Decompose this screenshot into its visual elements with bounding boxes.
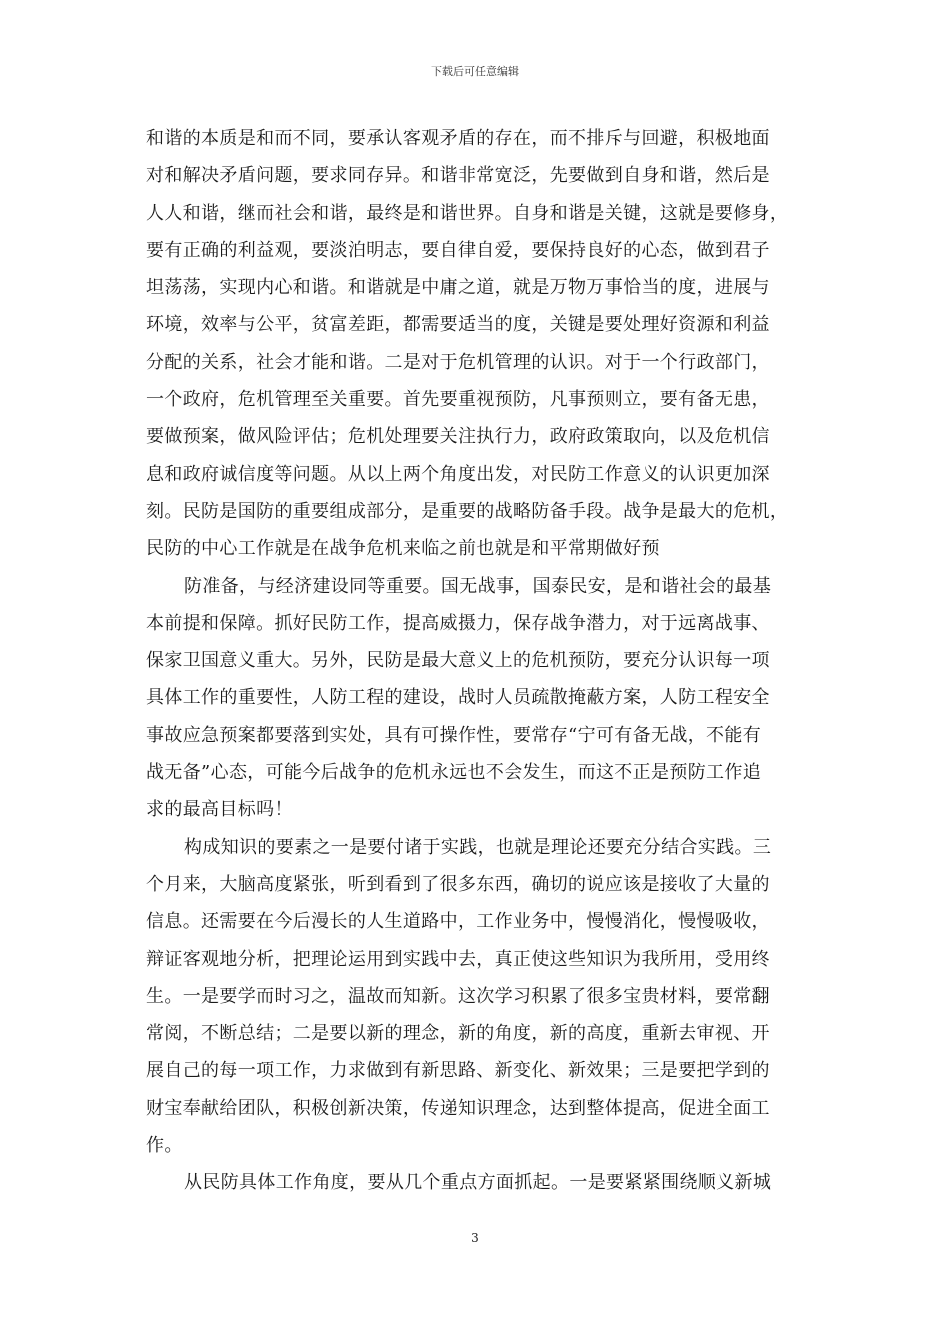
page-number: 3 xyxy=(471,1231,479,1245)
text-line: 息和政府诚信度等问题。从以上两个角度出发，对民防工作意义的认识更加深 xyxy=(146,463,770,485)
text-line: 民防的中心工作就是在战争危机来临之前也就是和平常期做好预 xyxy=(146,538,660,560)
text-line: 事故应急预案都要落到实处，具有可操作性，要常存“宁可有备无战，不能有 xyxy=(146,724,762,746)
text-line: 要做预案，做风险评估；危机处理要关注执行力，政府政策取向，以及危机信 xyxy=(146,426,770,448)
text-line: 一个政府，危机管理至关重要。首先要重视预防，凡事预则立，要有备无患， xyxy=(146,389,770,411)
text-line: 常阅，不断总结；二是要以新的理念，新的角度，新的高度，重新去审视、开 xyxy=(146,1023,770,1045)
text-line: 坦荡荡，实现内心和谐。和谐就是中庸之道，就是万物万事恰当的度，进展与 xyxy=(146,277,770,299)
text-line: 财宝奉献给团队，积极创新决策，传递知识理念，达到整体提高，促进全面工 xyxy=(146,1097,770,1119)
text-line: 对和解决矛盾问题，要求同存异。和谐非常宽泛，先要做到自身和谐，然后是 xyxy=(146,165,770,187)
text-line: 作。 xyxy=(146,1135,183,1157)
text-line: 具体工作的重要性，人防工程的建设，战时人员疏散掩蔽方案，人防工程安全 xyxy=(146,687,770,709)
text-line: 环境，效率与公平，贫富差距，都需要适当的度，关键是要处理好资源和利益 xyxy=(146,314,770,336)
paragraph-first-line: 从民防具体工作角度，要从几个重点方面抓起。一是要紧紧围绕顺义新城 xyxy=(184,1172,772,1194)
text-line: 辩证客观地分析，把理论运用到实践中去，真正使这些知识为我所用，受用终 xyxy=(146,948,770,970)
page-header: 下载后可任意编辑 xyxy=(431,65,519,78)
text-line: 刻。民防是国防的重要组成部分，是重要的战略防备手段。战争是最大的危机， xyxy=(146,500,789,522)
text-line: 分配的关系，社会才能和谐。二是对于危机管理的认识。对于一个行政部门， xyxy=(146,351,770,373)
document-body xyxy=(146,120,807,1202)
text-line: 人人和谐，继而社会和谐，最终是和谐世界。自身和谐是关键，这就是要修身， xyxy=(146,202,789,224)
text-line: 要有正确的利益观，要淡泊明志，要自律自爱，要保持良好的心态，做到君子 xyxy=(146,239,770,261)
text-line: 展自己的每一项工作，力求做到有新思路、新变化、新效果；三是要把学到的 xyxy=(146,1060,770,1082)
text-line: 本前提和保障。抓好民防工作，提高威摄力，保存战争潜力，对于远离战事、 xyxy=(146,612,770,634)
text-line: 战无备”心态，可能今后战争的危机永远也不会发生，而这不正是预防工作追 xyxy=(146,762,762,784)
text-line: 生。一是要学而时习之，温故而知新。这次学习积累了很多宝贵材料，要常翻 xyxy=(146,985,770,1007)
text-line: 求的最高目标吗！ xyxy=(146,799,293,821)
text-line: 保家卫国意义重大。另外，民防是最大意义上的危机预防，要充分认识每一项 xyxy=(146,650,770,672)
paragraph-first-line: 防准备，与经济建设同等重要。国无战事，国泰民安，是和谐社会的最基 xyxy=(184,575,772,597)
text-line: 和谐的本质是和而不同，要承认客观矛盾的存在，而不排斥与回避，积极地面 xyxy=(146,128,770,149)
text-line: 个月来，大脑高度紧张，听到看到了很多东西，确切的说应该是接收了大量的 xyxy=(146,873,770,895)
text-line: 信息。还需要在今后漫长的人生道路中，工作业务中，慢慢消化，慢慢吸收， xyxy=(146,911,770,933)
paragraph-first-line: 构成知识的要素之一是要付诸于实践，也就是理论还要充分结合实践。三 xyxy=(184,836,772,858)
